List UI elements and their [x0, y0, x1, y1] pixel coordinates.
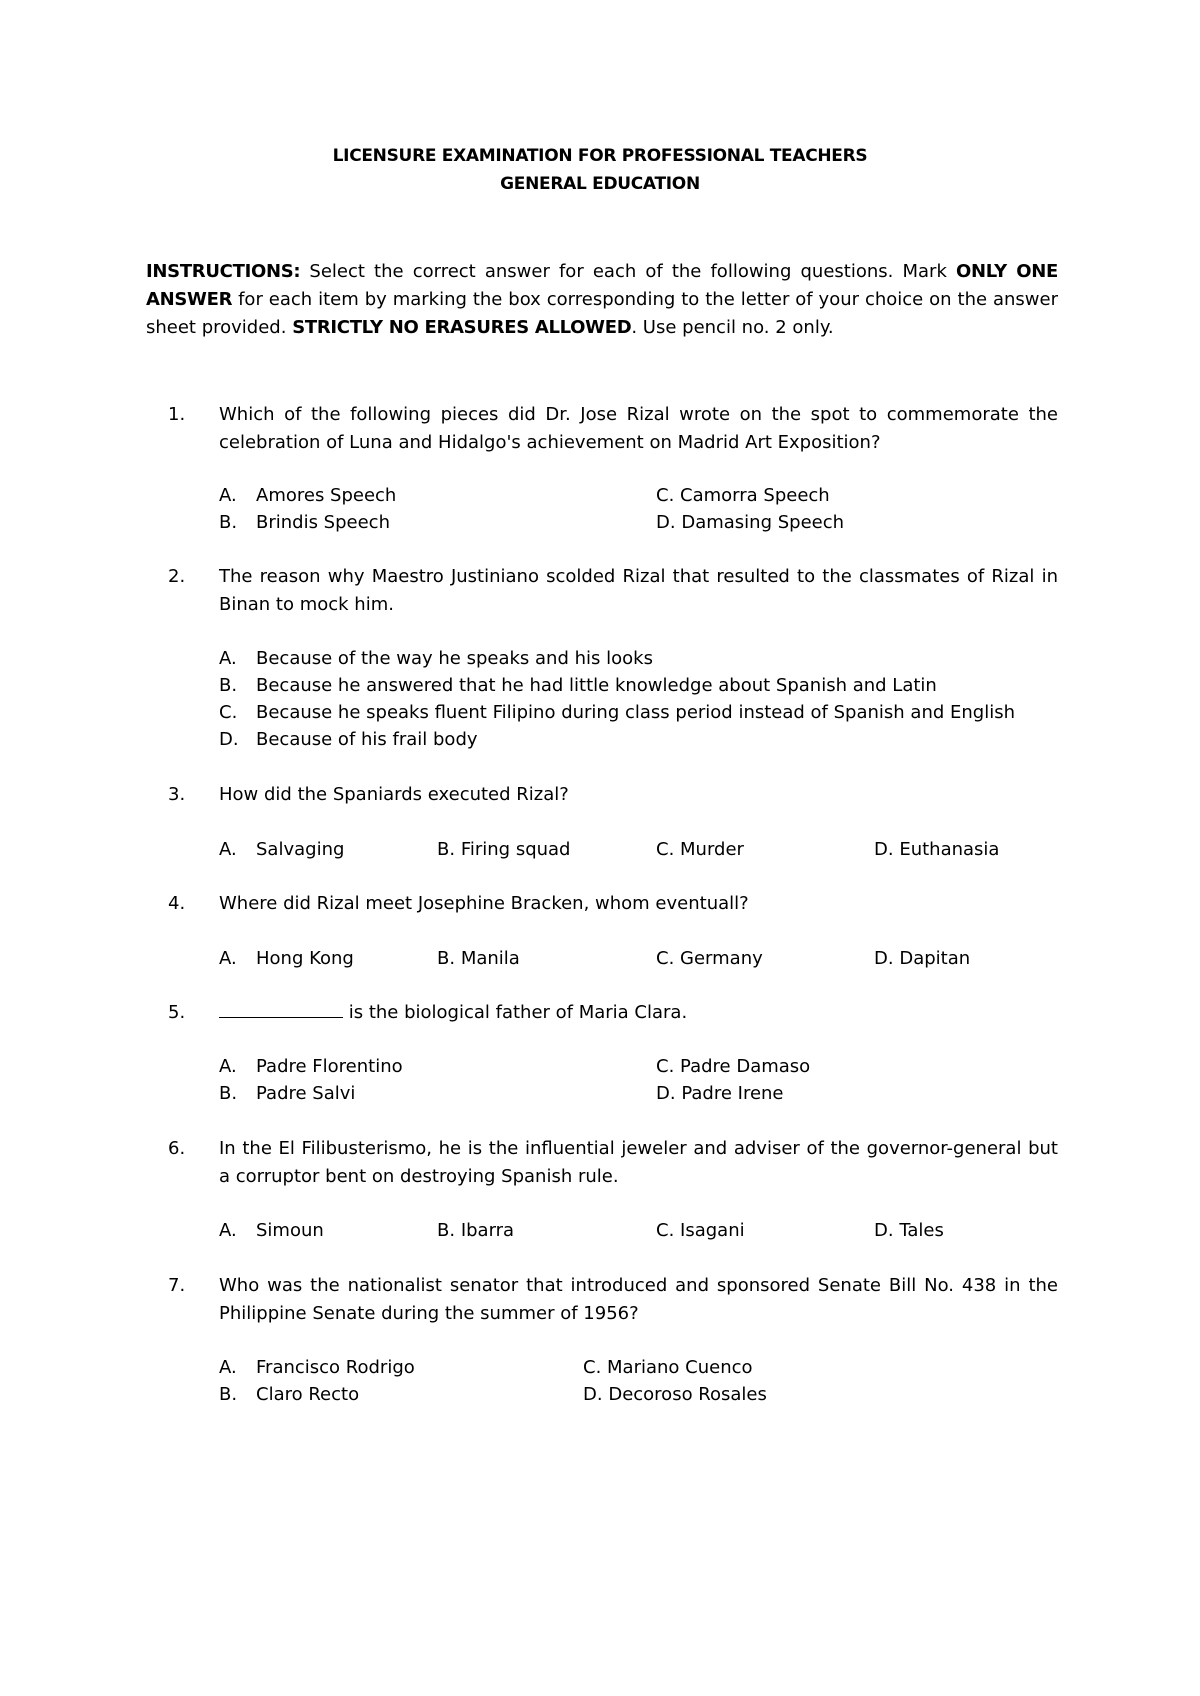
- option-text: Tales: [899, 1220, 944, 1241]
- option-letter: C.: [656, 839, 675, 860]
- option-letter: B.: [437, 839, 456, 860]
- option-text: Salvaging: [256, 839, 345, 860]
- option-text: Because he answered that he had little knowledge about Spanish and Latin: [256, 675, 937, 696]
- question-4-option-d: [874, 945, 970, 973]
- option-letter: C.: [656, 1056, 675, 1077]
- option-letter: D.: [219, 729, 239, 750]
- option-text: Padre Salvi: [256, 1083, 356, 1104]
- question-5-number: 5.: [168, 1002, 186, 1023]
- question-1-option-c: [656, 482, 830, 510]
- option-text: Because of the way he speaks and his looks: [256, 648, 653, 669]
- option-letter: A.: [219, 1056, 237, 1077]
- option-text: Isagani: [680, 1220, 745, 1241]
- question-7-option-b: [219, 1381, 359, 1409]
- question-7-option-c: [583, 1354, 753, 1382]
- instructions-label: INSTRUCTIONS:: [146, 261, 301, 282]
- option-letter: A.: [219, 839, 237, 860]
- option-letter: A.: [219, 1357, 237, 1378]
- option-text: Decoroso Rosales: [608, 1384, 767, 1405]
- option-letter: D.: [874, 948, 894, 969]
- question-3-option-b: [437, 836, 570, 864]
- option-text: Ibarra: [460, 1220, 515, 1241]
- option-letter: B.: [219, 1384, 238, 1405]
- question-4-option-b: [437, 945, 520, 973]
- option-text: Padre Damaso: [680, 1056, 811, 1077]
- option-letter: D.: [874, 839, 894, 860]
- question-5-option-b: [219, 1080, 355, 1108]
- option-letter: B.: [219, 1083, 238, 1104]
- option-letter: B.: [219, 512, 238, 533]
- option-text: Because he speaks fluent Filipino during class period instead of Spanish and English: [256, 702, 1015, 723]
- question-2-text: The reason why Maestro Justiniano scolded Rizal that resulted to the classmates of Rizal in Binan to mock him.: [219, 566, 1058, 615]
- option-text: Simoun: [256, 1220, 324, 1241]
- question-7-text: Who was the nationalist senator that introduced and sponsored Senate Bill No. 438 in the Philippine Senate during the summer of 1956?: [219, 1275, 1058, 1324]
- option-text: Claro Recto: [256, 1384, 360, 1405]
- exam-title: LICENSURE EXAMINATION FOR PROFESSIONAL TEACHERS: [332, 146, 868, 166]
- option-text: Firing squad: [460, 839, 571, 860]
- question-7-option-d: [583, 1381, 767, 1409]
- option-letter: D.: [656, 512, 676, 533]
- option-letter: A.: [219, 485, 237, 506]
- question-3-option-c: [656, 836, 744, 864]
- option-text: Francisco Rodrigo: [256, 1357, 415, 1378]
- question-5-option-a: [219, 1053, 403, 1081]
- question-5-option-c: [656, 1053, 810, 1081]
- question-3-text: How did the Spaniards executed Rizal?: [219, 784, 569, 805]
- option-text: Hong Kong: [256, 948, 354, 969]
- question-4-number: 4.: [168, 893, 186, 914]
- option-letter: C.: [656, 1220, 675, 1241]
- question-5-text: is the biological father of Maria Clara.: [343, 1002, 688, 1023]
- question-1-option-a: [219, 482, 396, 510]
- question-4-text: Where did Rizal meet Josephine Bracken, whom eventuall?: [219, 893, 749, 914]
- option-letter: A.: [219, 948, 237, 969]
- option-text: Murder: [680, 839, 744, 860]
- question-6-text: In the El Filibusterismo, he is the influential jeweler and adviser of the governor-general but a corruptor bent on destroying Spanish rule.: [219, 1138, 1058, 1187]
- option-text: Dapitan: [899, 948, 971, 969]
- instructions-emphasis-2: STRICTLY NO ERASURES ALLOWED: [292, 317, 632, 338]
- option-letter: B.: [437, 948, 456, 969]
- option-text: Mariano Cuenco: [607, 1357, 753, 1378]
- instructions-text-1: Select the correct answer for each of the following questions. Mark: [300, 261, 956, 282]
- instructions-text-2: for each item by marking the box corresponding to the letter of your choice on the answer sheet provided.: [146, 289, 1058, 338]
- option-text: Padre Irene: [681, 1083, 784, 1104]
- instructions-paragraph: [146, 258, 1058, 342]
- option-letter: C.: [656, 485, 675, 506]
- option-text: Padre Florentino: [256, 1056, 403, 1077]
- question-1-option-d: [656, 509, 844, 537]
- question-1-number: 1.: [168, 404, 186, 425]
- option-text: Euthanasia: [899, 839, 1000, 860]
- option-letter: B.: [437, 1220, 456, 1241]
- option-text: Manila: [460, 948, 520, 969]
- question-2-option-d: [219, 726, 478, 754]
- option-letter: C.: [583, 1357, 602, 1378]
- question-3-option-a: [219, 836, 344, 864]
- question-3-number: 3.: [168, 784, 186, 805]
- question-7-option-a: [219, 1354, 415, 1382]
- question-2-option-c: [219, 699, 1015, 727]
- question-5-option-d: [656, 1080, 784, 1108]
- exam-subtitle: GENERAL EDUCATION: [500, 174, 700, 194]
- option-letter: A.: [219, 1220, 237, 1241]
- instructions-emphasis-1: ONLY ONE ANSWER: [146, 261, 1058, 310]
- option-text: Amores Speech: [256, 485, 397, 506]
- question-6-option-a: [219, 1217, 324, 1245]
- question-6-option-b: [437, 1217, 514, 1245]
- option-letter: C.: [219, 702, 238, 723]
- instructions-text-3: . Use pencil no. 2 only.: [631, 317, 834, 338]
- option-text: Germany: [680, 948, 763, 969]
- option-text: Brindis Speech: [256, 512, 390, 533]
- question-3-option-d: [874, 836, 999, 864]
- question-2-number: 2.: [168, 566, 186, 587]
- option-text: Because of his frail body: [256, 729, 478, 750]
- question-7-number: 7.: [168, 1275, 186, 1296]
- question-2-option-b: [219, 672, 937, 700]
- question-5-sentence: [219, 999, 1058, 1027]
- question-1-option-b: [219, 509, 390, 537]
- question-6-option-c: [656, 1217, 745, 1245]
- option-letter: A.: [219, 648, 237, 669]
- question-2-option-a: [219, 645, 653, 673]
- fill-in-blank: [219, 999, 343, 1018]
- question-6-option-d: [874, 1217, 944, 1245]
- question-1-text: Which of the following pieces did Dr. Jose Rizal wrote on the spot to commemorate the celebration of Luna and Hidalgo's achievement on Madrid Art Exposition?: [219, 404, 1058, 453]
- option-letter: D.: [583, 1384, 603, 1405]
- option-text: Damasing Speech: [681, 512, 845, 533]
- question-6-number: 6.: [168, 1138, 186, 1159]
- option-letter: D.: [874, 1220, 894, 1241]
- option-letter: B.: [219, 675, 238, 696]
- option-letter: C.: [656, 948, 675, 969]
- question-4-option-c: [656, 945, 763, 973]
- option-letter: D.: [656, 1083, 676, 1104]
- option-text: Camorra Speech: [680, 485, 830, 506]
- question-4-option-a: [219, 945, 354, 973]
